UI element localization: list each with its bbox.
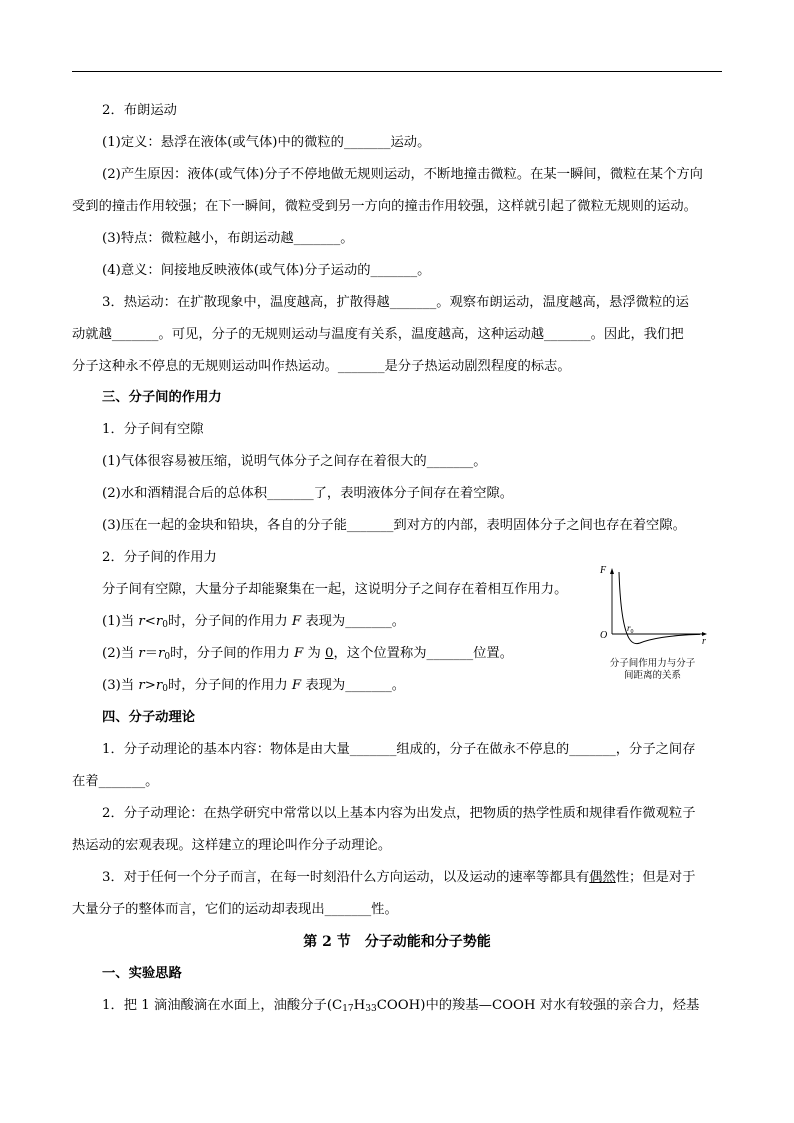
gap-item-2: (2)水和酒精混合后的总体积_______了，表明液体分子间存在着空隙。 <box>102 486 514 501</box>
brownian-cause-line2: 受到的撞击作用较强；在下一瞬间，微粒受到另一方向的撞击作用较强，这样就引起了微粒无规则的运动。 <box>72 199 697 214</box>
header-rule <box>72 71 722 72</box>
thermal-motion-line2: 动就越_______。可见，分子的无规则运动与温度有关系，温度越高，这种运动越_______。因此，我们把 <box>72 327 684 342</box>
kinetic-theory-3-line1: 3．对于任何一个分子而言，在每一时刻沿什么方向运动，以及运动的速率等都具有偶然性；但是对于 <box>102 870 696 885</box>
force-intro: 分子间有空隙，大量分子却能聚集在一起，这说明分子之间存在着相互作用力。 <box>102 582 568 597</box>
kinetic-theory-3-line2: 大量分子的整体而言，它们的运动却表现出_______性。 <box>72 902 398 917</box>
thermal-motion-line1: 3．热运动：在扩散现象中，温度越高，扩散得越_______。观察布朗运动，温度越高，悬浮微粒的运 <box>102 295 689 310</box>
heading-intermolecular-force: 三、分子间的作用力 <box>102 390 222 405</box>
brownian-cause-line1: (2)产生原因：液体(或气体)分子不停地做无规则运动，不断地撞击微粒。在某一瞬间，微粒在某个方向 <box>102 167 703 182</box>
brownian-meaning: (4)意义：间接地反映液体(或气体)分子运动的_______。 <box>102 263 431 278</box>
figure-caption-line1: 分子间作用力与分子 <box>609 658 696 669</box>
gap-item-3: (3)压在一起的金块和铅块，各自的分子能_______到对方的内部，表明固体分子之间也存在着空隙。 <box>102 518 686 533</box>
force-distance-graph <box>590 562 715 657</box>
r0-label: $r_0$ <box>627 623 634 635</box>
force-item-2: (2)当 $r=r_0$时，分子间的作用力 F 为 0，这个位置称为_______位置。 <box>102 646 513 662</box>
origin-label: O <box>600 630 608 641</box>
axis-label-r: r <box>702 636 706 647</box>
gap-item-1: (1)气体很容易被压缩，说明气体分子之间存在着很大的_______。 <box>102 454 487 469</box>
kinetic-theory-2-line2: 热运动的宏观表现。这样建立的理论叫作分子动理论。 <box>72 838 392 853</box>
section-title: 第 2 节 分子动能和分子势能 <box>303 934 491 950</box>
figure-caption-line2: 间距离的关系 <box>623 670 681 681</box>
force-item-3: (3)当 $r>r_0$时，分子间的作用力 F 表现为_______。 <box>102 678 406 694</box>
axis-label-f: F <box>600 565 607 576</box>
kinetic-theory-2-line1: 2．分子动理论：在热学研究中常常以以上基本内容为出发点，把物质的热学性质和规律看作微观粒子 <box>102 806 696 821</box>
brownian-definition: (1)定义：悬浮在液体(或气体)中的微粒的_______运动。 <box>102 135 431 150</box>
kinetic-theory-1-line2: 在着_______。 <box>72 774 159 789</box>
brownian-feature: (3)特点：微粒越小，布朗运动越_______。 <box>102 231 354 246</box>
force-item-1: (1)当 $r<r_0$时，分子间的作用力 F 表现为_______。 <box>102 614 406 630</box>
force-distance-figure <box>590 562 715 687</box>
f-axis-arrow <box>610 568 614 574</box>
experiment-line1: 1．把 1 滴油酸滴在水面上，油酸分子$(C_{17}H_{33}COOH)$中的羧基—COOH 对水有较强的亲合力，烃基 <box>102 998 700 1014</box>
force-title: 2．分子间的作用力 <box>102 550 217 565</box>
heading-kinetic-theory: 四、分子动理论 <box>102 710 196 725</box>
thermal-motion-line3: 分子这种永不停息的无规则运动叫作热运动。_______是分子热运动剧烈程度的标志。 <box>72 359 571 374</box>
gap-title: 1．分子间有空隙 <box>102 422 204 437</box>
heading-experiment-idea: 一、实验思路 <box>102 966 182 981</box>
kinetic-theory-1-line1: 1．分子动理论的基本内容：物体是由大量_______组成的，分子在做永不停息的_______，分子之间存 <box>102 742 696 757</box>
section-brownian-title: 2．布朗运动 <box>102 103 177 118</box>
